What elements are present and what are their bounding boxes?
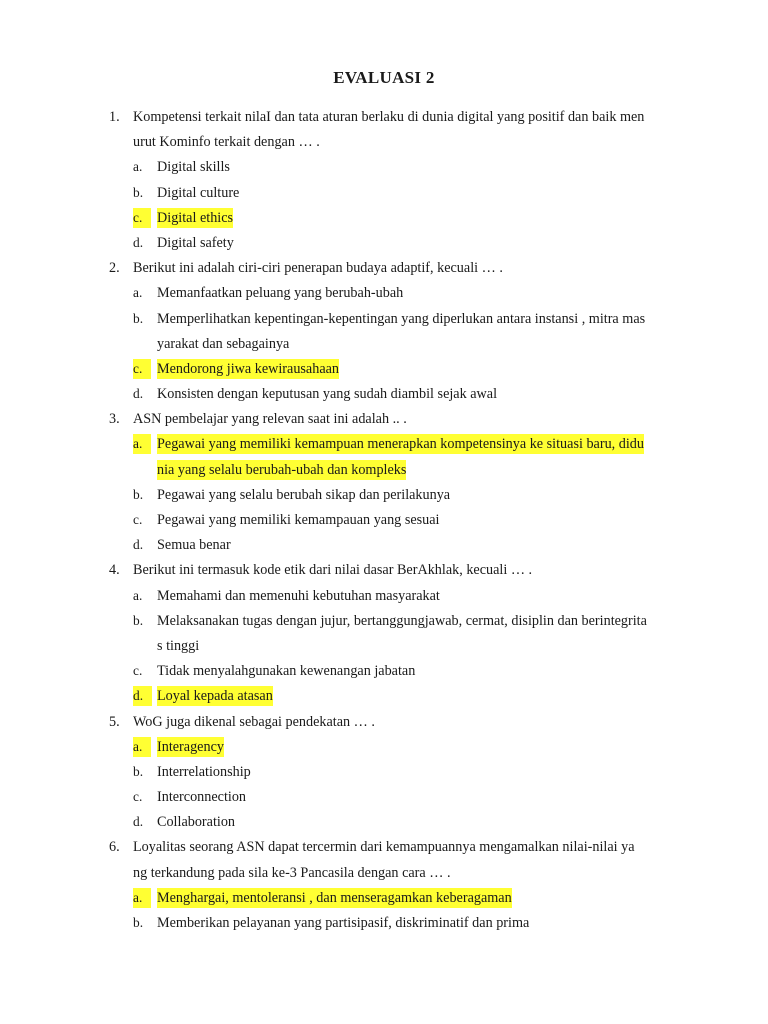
option-line (0, 636, 768, 661)
question-line (0, 409, 768, 434)
option-text: Pegawai yang selalu berubah sikap dan perilakunya (157, 486, 451, 503)
option-letter: d. (133, 386, 144, 402)
option-letter: a. (133, 737, 151, 757)
option-text-highlighted: Menghargai, mentoleransi , dan menseragamkan keberagaman (157, 889, 512, 906)
option-line (0, 208, 768, 233)
question-line (0, 712, 768, 737)
option-letter: a. (133, 159, 143, 175)
question-number: 1. (109, 109, 120, 125)
question-text: Berikut ini termasuk kode etik dari nilai dasar BerAkhlak, kecuali … . (133, 562, 533, 579)
option-letter: b. (133, 915, 144, 930)
answer-option (0, 535, 768, 560)
option-text-highlighted: Digital ethics (157, 209, 234, 226)
answer-option (0, 586, 768, 611)
option-line (0, 586, 768, 611)
option-letter: a. (133, 888, 151, 908)
option-letter: c. (133, 208, 151, 228)
question-line (0, 863, 768, 888)
option-letter: c. (133, 512, 143, 527)
answer-option (0, 384, 768, 409)
option-letter: b. (133, 184, 144, 200)
question-text: ASN pembelajar yang relevan saat ini adalah .. . (133, 411, 407, 428)
answer-option (0, 888, 768, 913)
option-text: Memperlihatkan kepentingan-kepentingan yang diperlukan antara instansi , mitra mas (157, 310, 646, 327)
option-letter: d. (133, 686, 152, 706)
answer-option (0, 359, 768, 384)
question-text: Berikut ini adalah ciri-ciri penerapan budaya adaptif, kecuali … . (133, 260, 503, 277)
option-text: Memberikan pelayanan yang partisipasif, diskriminatif dan prima (157, 915, 530, 931)
answer-option (0, 737, 768, 762)
option-text: Pegawai yang memiliki kemampauan yang sesuai (157, 512, 440, 528)
option-text-highlighted: Pegawai yang memiliki kemampuan menerapkan kompetensinya ke situasi baru, didu (157, 436, 644, 453)
option-line (0, 157, 768, 182)
option-line (0, 283, 768, 308)
option-letter: d. (133, 814, 144, 830)
option-text: Digital skills (157, 159, 230, 176)
option-letter: b. (133, 310, 144, 326)
question-line (0, 560, 768, 585)
option-line (0, 510, 768, 535)
option-text: Interrelationship (157, 763, 251, 780)
option-text-highlighted: Mendorong jiwa kewirausahaan (157, 360, 340, 377)
option-line (0, 762, 768, 787)
option-line (0, 183, 768, 208)
question-item (0, 837, 768, 938)
option-text: Semua benar (157, 537, 231, 554)
document-title: EVALUASI 2 (333, 68, 435, 87)
option-text: Digital culture (157, 184, 240, 201)
question-text: ng terkandung pada sila ke-3 Pancasila dengan cara … . (133, 864, 451, 881)
question-text: Kompetensi terkait nilaI dan tata aturan berlaku di dunia digital yang positif dan baik men (133, 109, 645, 125)
answer-option (0, 309, 768, 359)
question-line (0, 837, 768, 862)
answer-option (0, 611, 768, 661)
question-line (0, 132, 768, 157)
answer-option (0, 913, 768, 938)
answer-option (0, 762, 768, 787)
option-line (0, 888, 768, 913)
option-text: Konsisten dengan keputusan yang sudah diambil sejak awal (157, 386, 498, 403)
answer-option (0, 183, 768, 208)
option-line (0, 812, 768, 837)
question-item (0, 409, 768, 560)
option-line (0, 611, 768, 636)
answer-option (0, 787, 768, 812)
option-line (0, 434, 768, 459)
option-line (0, 787, 768, 812)
option-text: yarakat dan sebagainya (157, 335, 290, 352)
answer-option (0, 661, 768, 686)
answer-option (0, 812, 768, 837)
option-line (0, 233, 768, 258)
question-item (0, 258, 768, 409)
answer-option (0, 208, 768, 233)
answer-option (0, 233, 768, 258)
answer-option (0, 485, 768, 510)
option-letter: c. (133, 359, 151, 379)
option-line (0, 535, 768, 560)
question-list (0, 107, 768, 938)
question-item (0, 712, 768, 838)
option-text-highlighted: Loyal kepada atasan (157, 688, 273, 705)
question-item (0, 107, 768, 258)
option-letter: a. (133, 587, 143, 603)
option-text: Melaksanakan tugas dengan jujur, bertanggungjawab, cermat, disiplin dan berintegrita (157, 612, 647, 629)
option-letter: d. (133, 234, 144, 250)
option-letter: b. (133, 612, 144, 628)
option-letter: a. (133, 285, 143, 301)
option-line (0, 359, 768, 384)
option-line (0, 384, 768, 409)
option-line (0, 661, 768, 686)
question-line (0, 258, 768, 283)
option-letter: c. (133, 789, 143, 805)
option-text: Digital safety (157, 234, 234, 251)
answer-option (0, 686, 768, 711)
option-line (0, 334, 768, 359)
question-number: 4. (109, 562, 120, 579)
option-text: Collaboration (157, 814, 236, 831)
option-text: Memahami dan memenuhi kebutuhan masyarakat (157, 587, 440, 604)
option-letter: d. (133, 537, 144, 553)
option-letter: a. (133, 434, 151, 454)
option-line (0, 309, 768, 334)
option-letter: b. (133, 486, 144, 502)
option-text: Memanfaatkan peluang yang berubah-ubah (157, 285, 404, 302)
question-number: 3. (109, 411, 120, 428)
option-line (0, 485, 768, 510)
question-number: 5. (109, 713, 120, 730)
option-text: s tinggi (157, 637, 200, 654)
option-line (0, 460, 768, 485)
option-line (0, 737, 768, 762)
option-text-highlighted: Interagency (157, 738, 224, 755)
answer-option (0, 434, 768, 484)
option-line (0, 913, 768, 938)
option-text: Interconnection (157, 789, 247, 806)
answer-option (0, 157, 768, 182)
option-line (0, 686, 768, 711)
question-text: Loyalitas seorang ASN dapat tercermin dari kemampuannya mengamalkan nilai-nilai ya (133, 839, 635, 856)
question-number: 6. (109, 839, 120, 856)
answer-option (0, 510, 768, 535)
question-number: 2. (109, 260, 120, 277)
option-text-highlighted: nia yang selalu berubah-ubah dan kompleks (157, 461, 407, 478)
question-line (0, 107, 768, 132)
option-letter: c. (133, 663, 143, 679)
option-letter: b. (133, 763, 144, 779)
question-item (0, 560, 768, 711)
answer-option (0, 283, 768, 308)
option-text: Tidak menyalahgunakan kewenangan jabatan (157, 663, 416, 680)
question-text: urut Kominfo terkait dengan … . (133, 134, 320, 151)
question-text: WoG juga dikenal sebagai pendekatan … . (133, 713, 375, 730)
